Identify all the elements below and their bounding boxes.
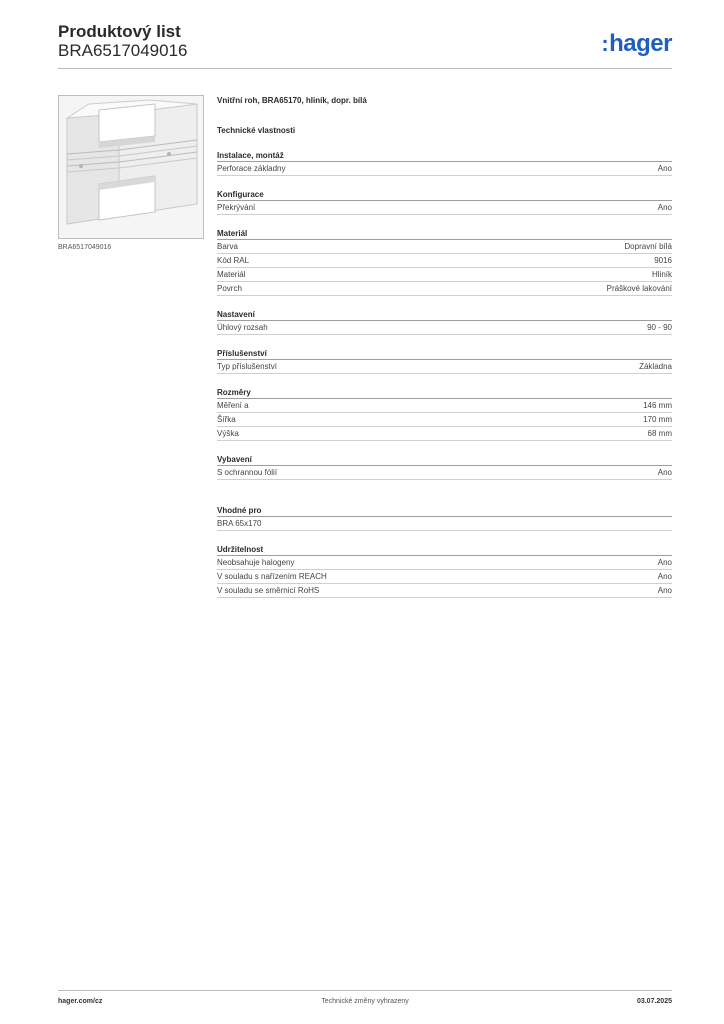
spec-section: [217, 150, 672, 176]
section-title: Materiál: [217, 228, 672, 240]
section-sustainability: [217, 544, 672, 598]
section-title: Příslušenství: [217, 348, 672, 360]
row-value: Ano: [657, 164, 672, 173]
section-title: Instalace, montáž: [217, 150, 672, 162]
spec-row: [217, 517, 672, 531]
row-label: Materiál: [217, 270, 246, 279]
spec-row: [217, 399, 672, 413]
row-value: Ano: [657, 203, 672, 212]
section-title: Konfigurace: [217, 189, 672, 201]
spec-row: [217, 570, 672, 584]
row-label: Povrch: [217, 284, 242, 293]
row-value: Ano: [657, 572, 672, 581]
row-value: 68 mm: [647, 429, 672, 438]
image-caption: BRA6517049016: [58, 244, 112, 251]
spec-row: [217, 556, 672, 570]
footer-disclaimer: Technické změny vyhrazeny: [321, 998, 409, 1005]
section-spacer: [217, 480, 672, 505]
row-label: Neobsahuje halogeny: [217, 558, 295, 567]
header-divider: [58, 68, 672, 69]
row-label: Typ příslušenství: [217, 362, 278, 371]
section-title: Nastavení: [217, 309, 672, 321]
spec-section: [217, 189, 672, 215]
product-name: Vnitřní roh, BRA65170, hliník, dopr. bílá: [217, 96, 367, 105]
spec-section: [217, 228, 672, 296]
spec-section: [217, 454, 672, 480]
row-label: Perforace základny: [217, 164, 286, 173]
row-label: V souladu s nařízením REACH: [217, 572, 327, 581]
row-label: S ochrannou fólií: [217, 468, 278, 477]
spec-row: [217, 282, 672, 296]
tech-properties-title: Technické vlastnosti: [217, 126, 296, 135]
row-label: Překrývání: [217, 203, 256, 212]
spec-row: [217, 254, 672, 268]
spec-section: [217, 348, 672, 374]
footer-divider: [58, 990, 672, 991]
row-value: 90 - 90: [647, 323, 672, 332]
product-code: BRA6517049016: [58, 41, 188, 60]
spec-section: [217, 387, 672, 441]
spec-row: [217, 201, 672, 215]
spec-row: [217, 413, 672, 427]
row-value: Hliník: [651, 270, 672, 279]
hager-logo[interactable]: [601, 30, 672, 58]
logo-mark-icon: :: [601, 31, 609, 56]
product-image: [58, 95, 204, 239]
spec-row: [217, 466, 672, 480]
section-title: Udržitelnost: [217, 544, 672, 556]
row-value: Ano: [657, 586, 672, 595]
row-value: Práškové lakování: [606, 284, 672, 293]
row-label: V souladu se směrnicí RoHS: [217, 586, 320, 595]
page-title: Produktový list: [58, 22, 181, 41]
section-title: Vybavení: [217, 454, 672, 466]
row-value: Základna: [639, 362, 672, 371]
row-value: 146 mm: [643, 401, 672, 410]
row-value: Dopravní bílá: [624, 242, 672, 251]
row-label: Šířka: [217, 415, 236, 424]
spec-row: [217, 240, 672, 254]
row-value: Ano: [657, 468, 672, 477]
spec-row: [217, 360, 672, 374]
row-label: Kód RAL: [217, 256, 250, 265]
row-label: BRA 65x170: [217, 519, 262, 528]
spec-row: [217, 162, 672, 176]
spec-row: [217, 584, 672, 598]
row-value: Ano: [657, 558, 672, 567]
row-label: Výška: [217, 429, 239, 438]
spec-row: [217, 427, 672, 441]
corner-duct-illustration: [59, 96, 203, 238]
spec-sections: [217, 150, 672, 480]
footer-website-link[interactable]: hager.com/cz: [58, 998, 103, 1005]
spec-row: [217, 321, 672, 335]
row-label: Barva: [217, 242, 238, 251]
section-title: Vhodné pro: [217, 505, 672, 517]
row-value: 9016: [654, 256, 672, 265]
spec-section: [217, 309, 672, 335]
row-label: Měření a: [217, 401, 249, 410]
row-value: 170 mm: [643, 415, 672, 424]
spec-content: [217, 95, 672, 598]
section-title: Rozměry: [217, 387, 672, 399]
spec-row: [217, 268, 672, 282]
logo-text: hager: [609, 30, 672, 57]
row-label: Úhlový rozsah: [217, 323, 268, 332]
page-header: [58, 22, 672, 60]
footer-date: 03.07.2025: [636, 998, 672, 1005]
section-suitable-for: [217, 505, 672, 531]
